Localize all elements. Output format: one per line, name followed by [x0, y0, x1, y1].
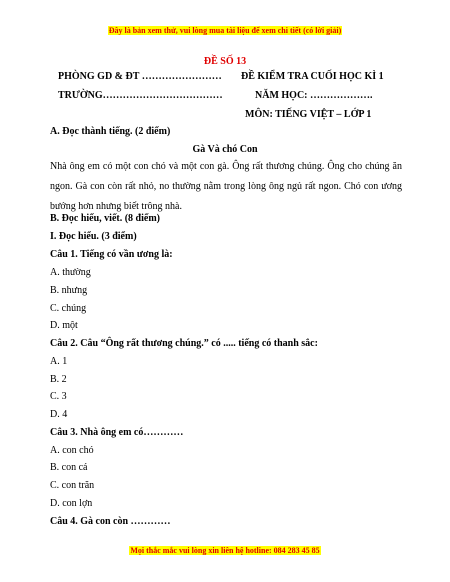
- exam-title-line: ĐỀ KIỂM TRA CUỐI HỌC KÌ 1: [241, 71, 384, 82]
- question-3: Câu 3. Nhà ông em có…………: [50, 427, 184, 438]
- question-1-option-b: B. nhưng: [50, 285, 88, 296]
- question-2-option-a: A. 1: [50, 356, 68, 367]
- question-2-option-b: B. 2: [50, 374, 67, 385]
- question-1: Câu 1. Tiếng có vần ương là:: [50, 249, 173, 260]
- question-3-option-d: D. con lợn: [50, 498, 93, 509]
- story-title: Gà Và chó Con: [192, 144, 258, 155]
- question-3-option-b: B. con cá: [50, 462, 88, 473]
- school-line: TRƯỜNG………………………………: [58, 90, 223, 101]
- question-1-option-d: D. một: [50, 320, 78, 331]
- preview-notice-banner: [0, 25, 450, 36]
- subject-line: MÔN: TIẾNG VIỆT – LỚP 1: [245, 109, 372, 120]
- question-3-option-c: C. con trăn: [50, 480, 95, 491]
- question-2: Câu 2. Câu “Ông rất thương chúng.” có ..... tiếng có thanh sắc:: [50, 338, 318, 349]
- section-i-heading: I. Đọc hiểu. (3 điểm): [50, 231, 137, 242]
- question-4: Câu 4. Gà con còn …………: [50, 516, 171, 527]
- hotline-banner: [0, 545, 450, 556]
- exam-number-title: ĐỀ SỐ 13: [203, 56, 247, 67]
- department-line: PHÒNG GD & ĐT ……………………: [58, 71, 222, 82]
- hotline-text: Mọi thắc mắc vui lòng xin liên hệ hotline: 084 283 45 85: [130, 546, 320, 555]
- section-a-heading: A. Đọc thành tiếng. (2 điểm): [50, 126, 171, 137]
- preview-notice-text: Đây là bản xem thử, vui lòng mua tài liệu để xem chi tiết (có lời giải): [108, 26, 342, 35]
- question-2-option-d: D. 4: [50, 409, 68, 420]
- question-3-option-a: A. con chó: [50, 445, 94, 456]
- question-1-option-c: C. chúng: [50, 303, 87, 314]
- school-year-line: NĂM HỌC: ……………….: [255, 90, 373, 101]
- section-b-heading: B. Đọc hiểu, viết. (8 điểm): [50, 213, 160, 224]
- question-1-option-a: A. thường: [50, 267, 91, 278]
- story-paragraph: Nhà ông em có một con chó và một con gà. Ông rất thương chúng. Ông cho chúng ăn ngon. Gà con còn rất nhỏ, no thường nằm trong lòng ông ngủ rất ngon. Chó con ương bướng hơn nhưng biết trông nhà.: [50, 161, 402, 212]
- question-2-option-c: C. 3: [50, 391, 67, 402]
